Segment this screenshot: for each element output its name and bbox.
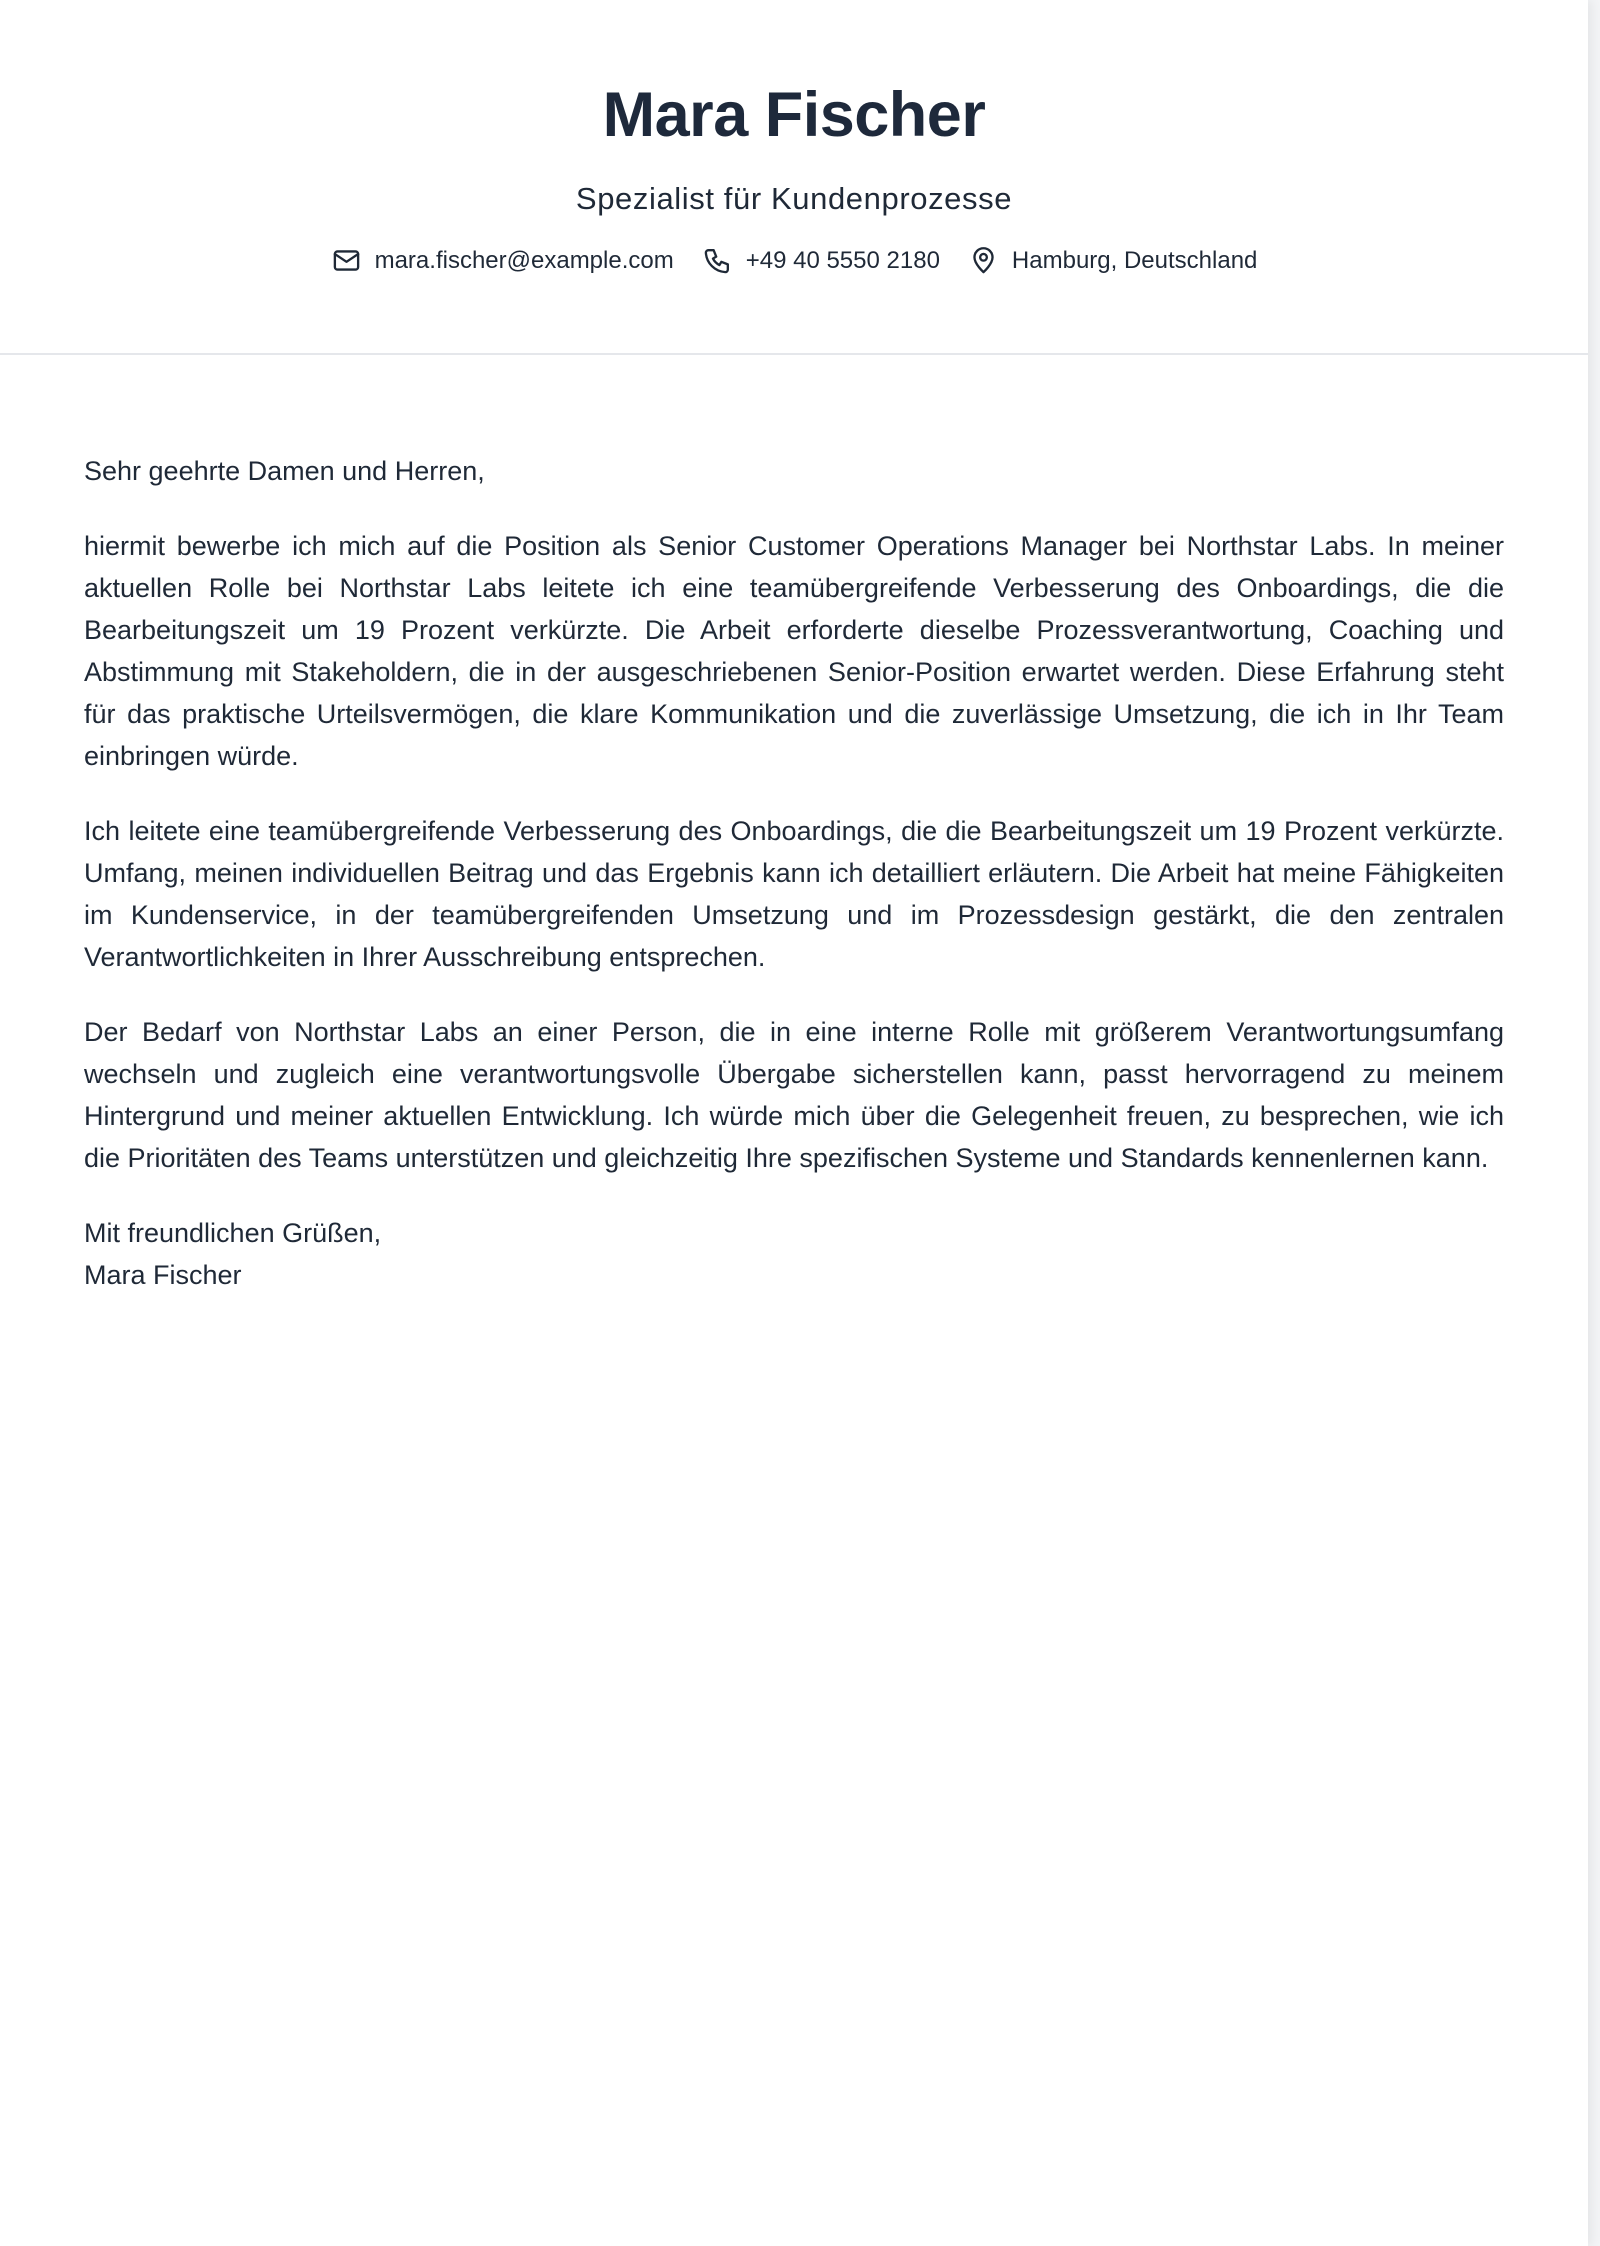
letter-paragraph-3: Der Bedarf von Northstar Labs an einer Person, die in eine interne Rolle mit größerem Verantwortungsumfang wechseln und zugleich eine verantwortungsvolle Übergabe sicherstellen kann, passt hervorragend zu meinem Hintergrund und meiner aktuellen Entwicklung. Ich würde mich über die Gelegenheit freuen, zu besprechen, wie ich die Prioritäten des Teams unterstützen und gleichzeitig Ihre spezifischen Systeme und Standards kennenlernen kann. — [84, 1017, 1504, 1173]
letter-greeting: Sehr geehrte Damen und Herren, — [84, 456, 485, 486]
applicant-title: Spezialist für Kundenprozesse — [575, 181, 1013, 216]
letter-body — [84, 450, 1504, 1296]
email-text: mara.fischer@example.com — [374, 246, 674, 274]
phone-text: +49 40 5550 2180 — [745, 246, 940, 274]
contact-bar — [0, 245, 1588, 276]
contact-phone[interactable] — [702, 245, 940, 276]
letter-header — [0, 0, 1588, 355]
letter-paragraph-2: Ich leitete eine teamübergreifende Verbesserung des Onboardings, die die Bearbeitungszeit um 19 Prozent verkürzte. Umfang, meinen individuellen Beitrag und das Ergebnis kann ich detailliert erläutern. Die Arbeit hat meine Fähigkeiten im Kundenservice, in der teamübergreifenden Umsetzung und im Prozessdesign gestärkt, die den zentralen Verantwortlichkeiten in Ihrer Ausschreibung entsprechen. — [84, 816, 1504, 972]
contact-email[interactable] — [331, 245, 674, 276]
mail-icon — [331, 245, 362, 276]
applicant-name: Mara Fischer — [602, 80, 986, 150]
letter-closing: Mit freundlichen Grüßen, — [84, 1218, 382, 1248]
phone-icon — [702, 245, 733, 276]
location-pin-icon — [968, 245, 999, 276]
letter-paragraph-1: hiermit bewerbe ich mich auf die Position als Senior Customer Operations Manager bei Northstar Labs. In meiner aktuellen Rolle bei Northstar Labs leitete ich eine teamübergreifende Verbesserung des Onboardings, die die Bearbeitungszeit um 19 Prozent verkürzte. Die Arbeit erforderte dieselbe Prozessverantwortung, Coaching und Abstimmung mit Stakeholdern, die in der ausgeschriebenen Senior-Position erwartet werden. Diese Erfahrung steht für das praktische Urteilsvermögen, die klare Kommunikation und die zuverlässige Umsetzung, die ich in Ihr Team einbringen würde. — [84, 531, 1504, 771]
letter-signature: Mara Fischer — [84, 1260, 242, 1290]
location-text: Hamburg, Deutschland — [1011, 246, 1258, 274]
contact-location — [968, 245, 1257, 276]
